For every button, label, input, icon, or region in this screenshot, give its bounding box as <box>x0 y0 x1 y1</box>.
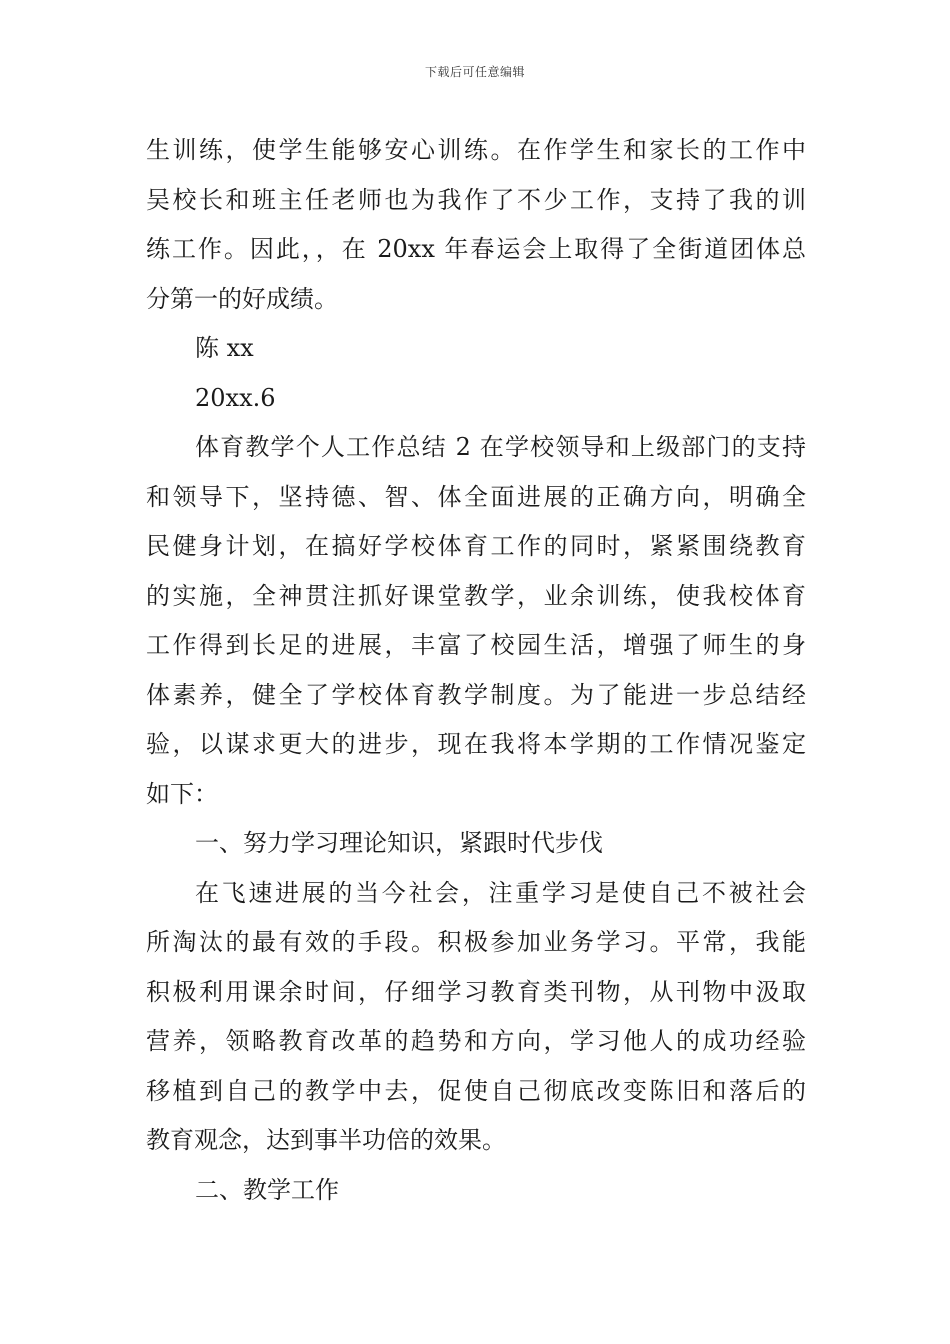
text-line: 在飞速进展的当今社会，注重学习是使自己不被社会 <box>195 878 806 907</box>
text-line: 体素养，健全了学校体育教学制度。为了能进一步总结经 <box>146 680 806 709</box>
signature-date: 20xx.6 <box>195 383 276 412</box>
text-line: 生训练，使学生能够安心训练。在作学生和家长的工作中 <box>146 136 806 164</box>
text-line: 积极利用课余时间，仔细学习教育类刊物，从刊物中汲取 <box>146 977 806 1006</box>
text-line: 如下： <box>146 779 218 808</box>
page-header: 下载后可任意编辑 <box>424 65 525 79</box>
text-line: 所淘汰的最有效的手段。积极参加业务学习。平常，我能 <box>146 928 806 956</box>
text-line: 教育观念，达到事半功倍的效果。 <box>146 1126 506 1154</box>
text-line: 的实施，全神贯注抓好课堂教学，业余训练，使我校体育 <box>146 581 806 610</box>
text-line: 吴校长和班主任老师也为我作了不少工作，支持了我的训 <box>146 185 806 214</box>
document-body <box>146 126 806 1215</box>
section-heading: 二、教学工作 <box>195 1175 339 1204</box>
section-heading: 一、努力学习理论知识，紧跟时代步伐 <box>195 829 603 857</box>
text-line: 体育教学个人工作总结 2 在学校领导和上级部门的支持 <box>195 433 806 461</box>
text-line: 验，以谋求更大的进步，现在我将本学期的工作情况鉴定 <box>146 730 806 758</box>
signature-name: 陈 xx <box>195 334 254 362</box>
text-line: 工作得到长足的进展，丰富了校园生活，增强了师生的身 <box>146 631 806 659</box>
text-line: 移植到自己的教学中去，促使自己彻底改变陈旧和落后的 <box>146 1076 806 1105</box>
text-line: 民健身计划，在搞好学校体育工作的同时，紧紧围绕教育 <box>146 532 806 560</box>
text-line: 和领导下，坚持德、智、体全面进展的正确方向，明确全 <box>146 482 806 511</box>
text-line: 练工作。因此，，在 20xx 年春运会上取得了全街道团体总 <box>146 235 806 263</box>
text-line: 营养，领略教育改革的趋势和方向，学习他人的成功经验 <box>146 1027 806 1055</box>
text-line: 分第一的好成绩。 <box>146 284 338 313</box>
